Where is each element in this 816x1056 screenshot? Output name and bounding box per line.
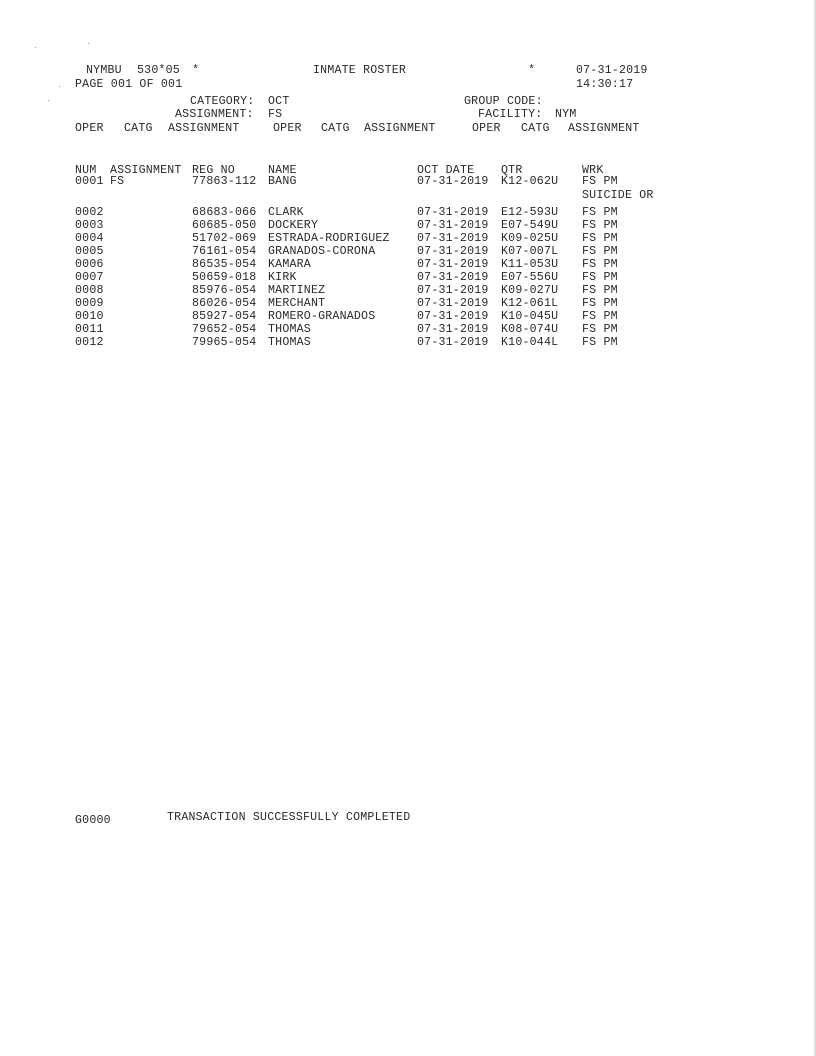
row-reg-no: 86535-054 <box>192 258 257 271</box>
row-oct-date: 07-31-2019 <box>417 271 489 284</box>
table-row <box>0 219 816 232</box>
row-name: THOMAS <box>268 323 311 336</box>
table-row <box>0 206 816 219</box>
row-num: 0009 <box>75 297 104 310</box>
table-row <box>0 284 816 297</box>
row-wrk: FS PM <box>582 232 618 245</box>
row-reg-no: 85976-054 <box>192 284 257 297</box>
report-date: 07-31-2019 <box>576 64 648 77</box>
table-row <box>0 175 816 202</box>
row-qtr: K12-061L <box>501 297 559 310</box>
row-reg-no: 50659-018 <box>192 271 257 284</box>
group-code-label: GROUP CODE: <box>464 95 543 108</box>
category-value: OCT <box>268 95 290 108</box>
row-oct-date: 07-31-2019 <box>417 219 489 232</box>
row-num: 0005 <box>75 245 104 258</box>
row-assignment: FS <box>110 175 125 188</box>
oper-head-1: OPER <box>75 122 104 135</box>
table-row <box>0 232 816 245</box>
row-num: 0003 <box>75 219 104 232</box>
row-qtr: K09-027U <box>501 284 559 297</box>
row-oct-date: 07-31-2019 <box>417 175 489 188</box>
assignment-label: ASSIGNMENT: <box>175 108 254 121</box>
facility-value: NYM <box>555 108 577 121</box>
col-num: NUM <box>75 164 97 177</box>
table-row <box>0 258 816 271</box>
row-name: ESTRADA-RODRIGUEZ <box>268 232 390 245</box>
scan-speck <box>59 86 60 87</box>
row-reg-no: 51702-069 <box>192 232 257 245</box>
row-wrk-note: SUICIDE OR <box>582 189 654 202</box>
row-name: KIRK <box>268 271 297 284</box>
row-wrk: FS PM <box>582 258 618 271</box>
report-time: 14:30:17 <box>576 78 634 91</box>
scan-speck <box>48 100 49 101</box>
row-reg-no: 76161-054 <box>192 245 257 258</box>
row-wrk: FS PM <box>582 336 618 349</box>
col-assignment: ASSIGNMENT <box>110 164 182 177</box>
row-qtr: K07-007L <box>501 245 559 258</box>
row-oct-date: 07-31-2019 <box>417 284 489 297</box>
row-reg-no: 60685-050 <box>192 219 257 232</box>
row-qtr: K12-062U <box>501 175 559 188</box>
row-num: 0012 <box>75 336 104 349</box>
row-qtr: K08-074U <box>501 323 559 336</box>
row-wrk: FS PM <box>582 271 618 284</box>
assignment-head-2: ASSIGNMENT <box>364 122 436 135</box>
row-oct-date: 07-31-2019 <box>417 297 489 310</box>
report-title: INMATE ROSTER <box>313 64 407 77</box>
status-message: TRANSACTION SUCCESSFULLY COMPLETED <box>167 811 411 824</box>
status-code: G0000 <box>75 814 111 827</box>
oper-head-2: OPER <box>273 122 302 135</box>
row-qtr: K10-045U <box>501 310 559 323</box>
row-qtr: E07-549U <box>501 219 559 232</box>
row-wrk: FS PM <box>582 310 618 323</box>
row-num: 0006 <box>75 258 104 271</box>
row-wrk: FS PM <box>582 206 618 219</box>
table-row <box>0 323 816 336</box>
scan-speck <box>88 43 89 44</box>
row-name: THOMAS <box>268 336 311 349</box>
row-oct-date: 07-31-2019 <box>417 258 489 271</box>
row-qtr: K10-044L <box>501 336 559 349</box>
row-num: 0004 <box>75 232 104 245</box>
report-code: 530*05 <box>137 64 180 77</box>
star-right: * <box>528 64 536 77</box>
col-qtr: QTR <box>501 164 523 177</box>
row-num: 0011 <box>75 323 104 336</box>
row-name: ROMERO-GRANADOS <box>268 310 376 323</box>
row-oct-date: 07-31-2019 <box>417 336 489 349</box>
page-indicator: PAGE 001 OF 001 <box>75 78 183 91</box>
col-name: NAME <box>268 164 297 177</box>
row-name: KAMARA <box>268 258 311 271</box>
row-oct-date: 07-31-2019 <box>417 232 489 245</box>
row-reg-no: 77863-112 <box>192 175 257 188</box>
col-wrk: WRK <box>582 164 604 177</box>
row-reg-no: 79652-054 <box>192 323 257 336</box>
col-oct-date: OCT DATE <box>417 164 475 177</box>
row-reg-no: 68683-066 <box>192 206 257 219</box>
row-name: DOCKERY <box>268 219 319 232</box>
catg-head-3: CATG <box>521 122 550 135</box>
row-wrk: FS PM <box>582 284 618 297</box>
table-row <box>0 271 816 284</box>
row-wrk: FS PM <box>582 175 618 188</box>
oper-head-3: OPER <box>472 122 501 135</box>
row-qtr: E07-556U <box>501 271 559 284</box>
row-qtr: E12-593U <box>501 206 559 219</box>
row-num: 0001 <box>75 175 104 188</box>
facility-label: FACILITY: <box>478 108 543 121</box>
table-row <box>0 310 816 323</box>
row-reg-no: 79965-054 <box>192 336 257 349</box>
row-name: GRANADOS-CORONA <box>268 245 376 258</box>
row-num: 0008 <box>75 284 104 297</box>
row-num: 0010 <box>75 310 104 323</box>
system-code: NYMBU <box>86 64 122 77</box>
row-wrk: FS PM <box>582 219 618 232</box>
catg-head-1: CATG <box>124 122 153 135</box>
row-oct-date: 07-31-2019 <box>417 323 489 336</box>
row-reg-no: 85927-054 <box>192 310 257 323</box>
row-oct-date: 07-31-2019 <box>417 310 489 323</box>
row-oct-date: 07-31-2019 <box>417 245 489 258</box>
row-oct-date: 07-31-2019 <box>417 206 489 219</box>
table-row <box>0 245 816 258</box>
category-label: CATEGORY: <box>190 95 255 108</box>
row-name: CLARK <box>268 206 304 219</box>
row-reg-no: 86026-054 <box>192 297 257 310</box>
star-left: * <box>192 64 200 77</box>
scan-speck <box>35 47 36 48</box>
table-row <box>0 297 816 310</box>
catg-head-2: CATG <box>321 122 350 135</box>
row-wrk: FS PM <box>582 297 618 310</box>
table-row <box>0 336 816 349</box>
assignment-head-1: ASSIGNMENT <box>168 122 240 135</box>
col-reg-no: REG NO <box>192 164 235 177</box>
row-num: 0007 <box>75 271 104 284</box>
row-wrk: FS PM <box>582 323 618 336</box>
assignment-head-3: ASSIGNMENT <box>568 122 640 135</box>
row-name: MARTINEZ <box>268 284 326 297</box>
row-name: MERCHANT <box>268 297 326 310</box>
row-wrk: FS PM <box>582 245 618 258</box>
row-num: 0002 <box>75 206 104 219</box>
row-qtr: K11-053U <box>501 258 559 271</box>
row-name: BANG <box>268 175 297 188</box>
row-qtr: K09-025U <box>501 232 559 245</box>
assignment-value: FS <box>268 108 283 121</box>
